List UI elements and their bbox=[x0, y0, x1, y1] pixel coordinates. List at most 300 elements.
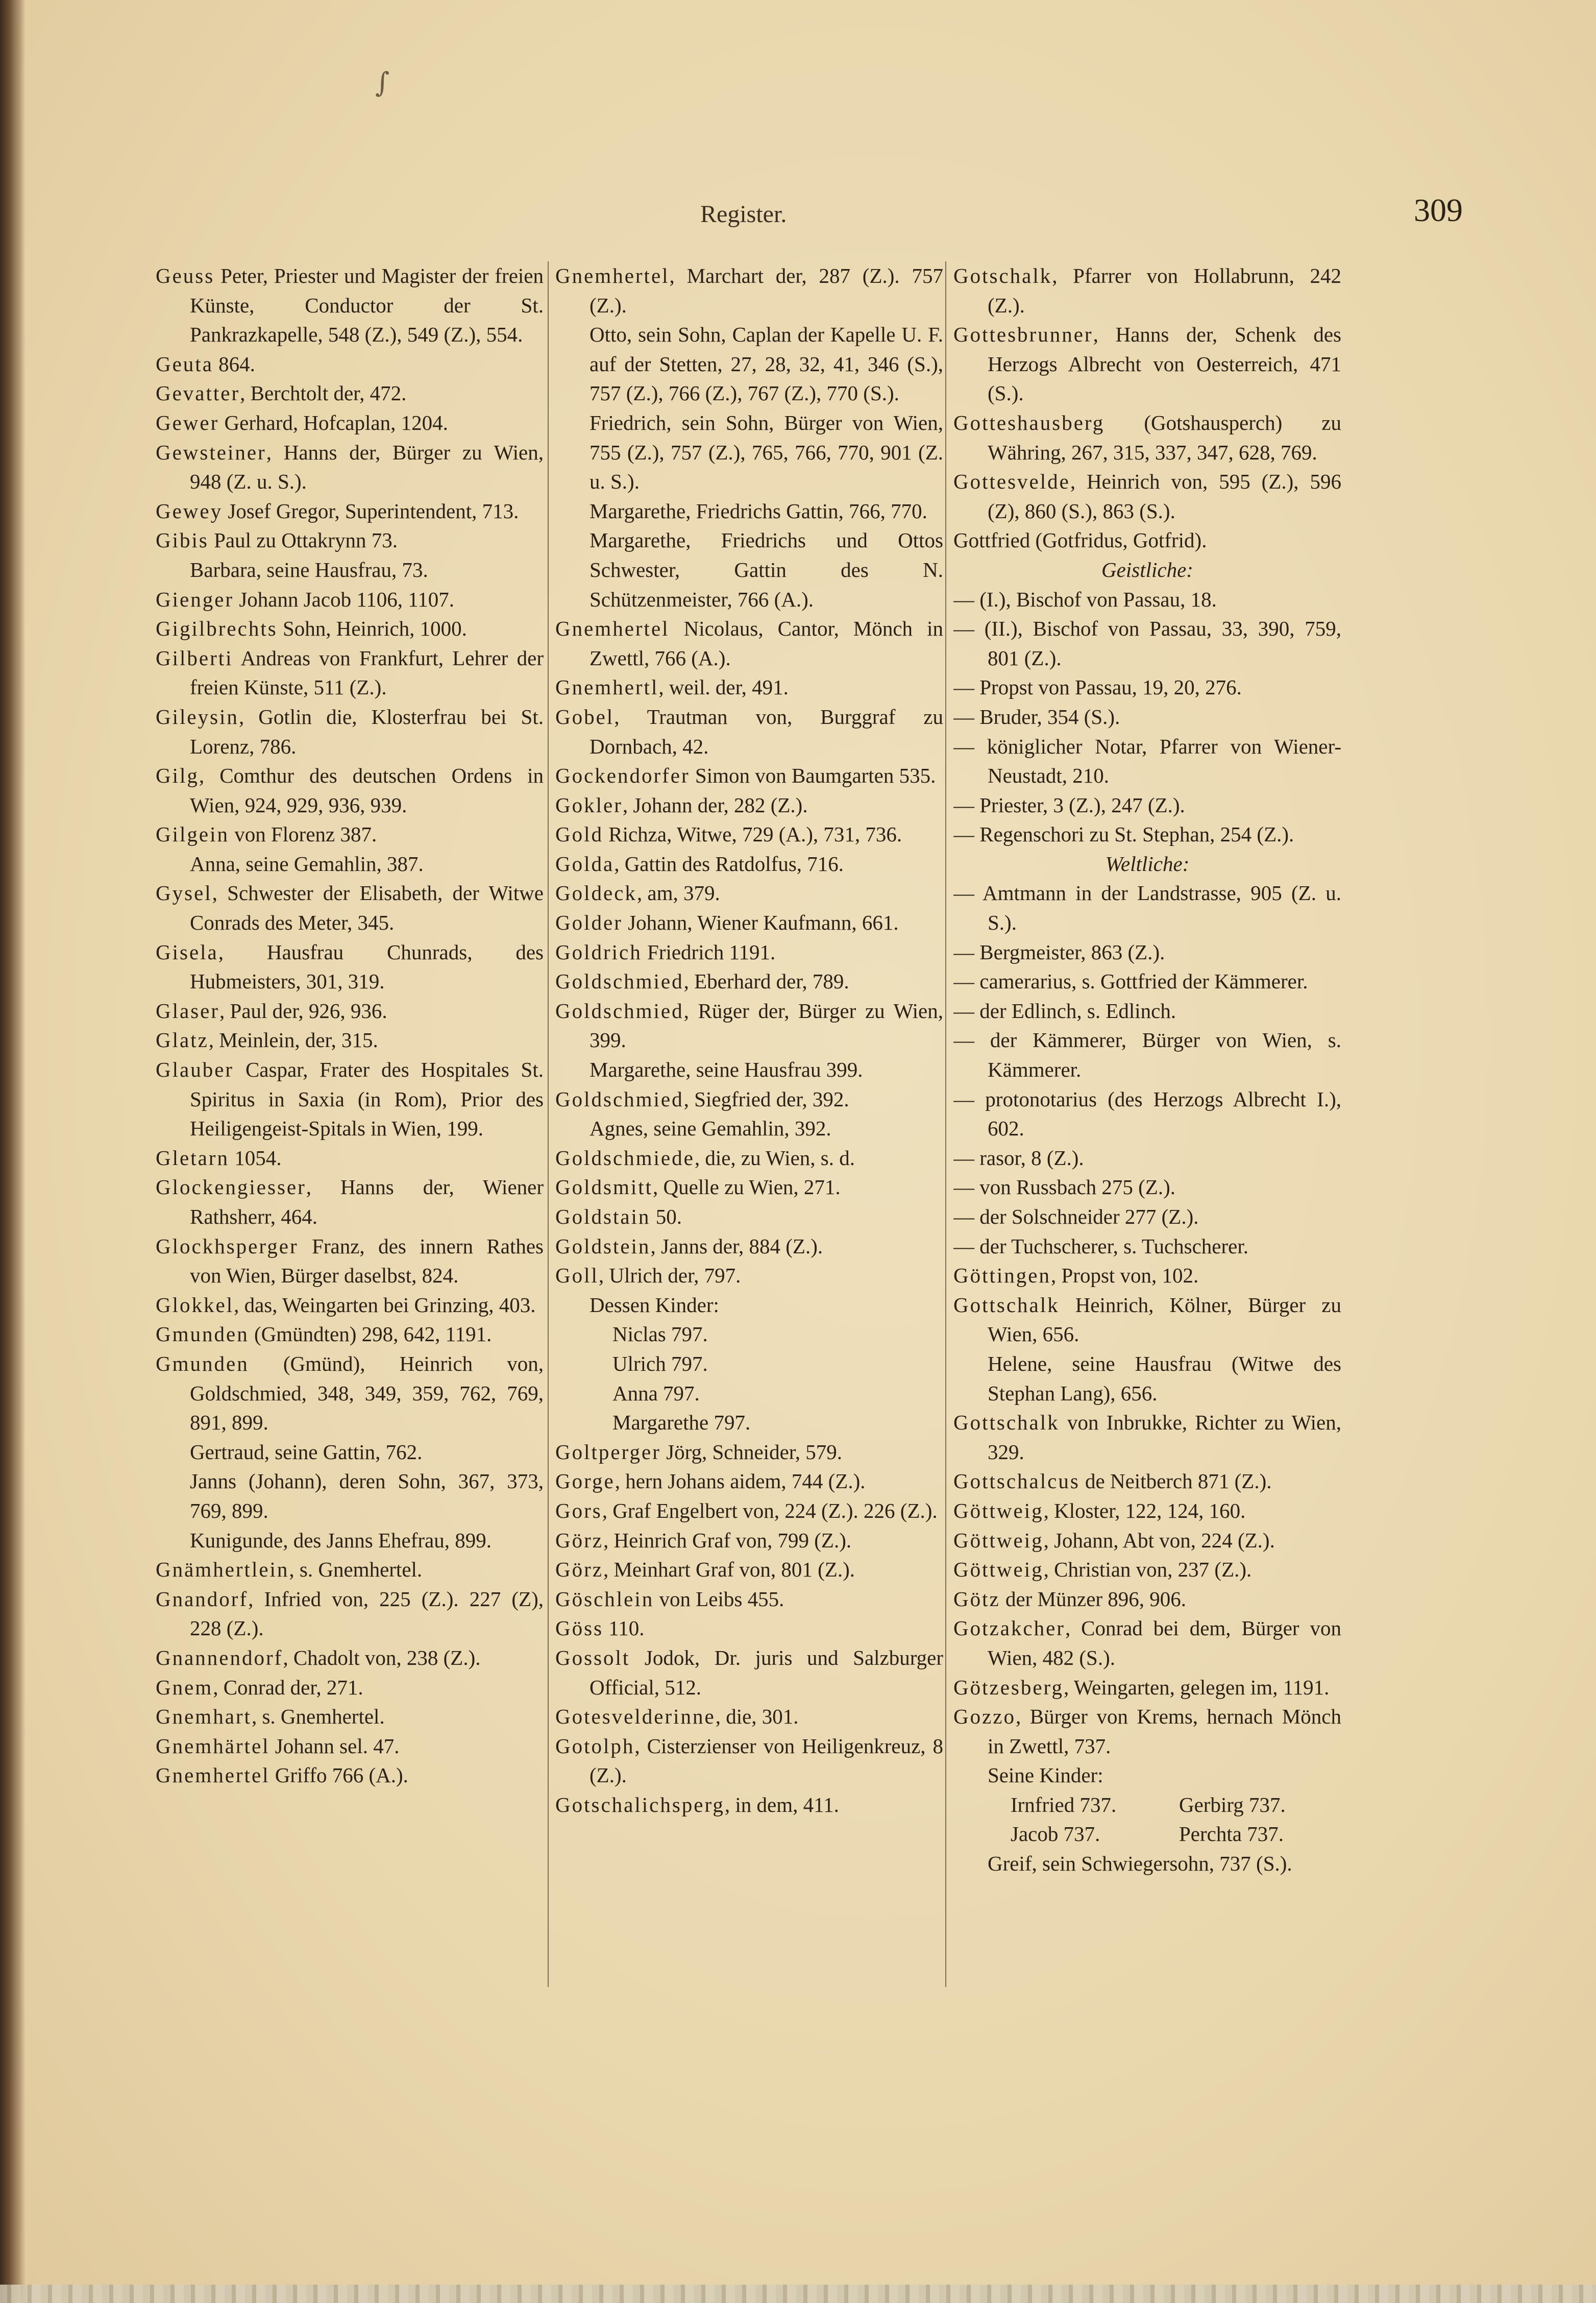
entry-keyword: Glauber bbox=[156, 1058, 234, 1082]
entry-keyword: Gottesvelde bbox=[953, 470, 1070, 494]
entry-keyword: Goldschmied bbox=[555, 1087, 684, 1111]
index-entry bbox=[156, 1555, 544, 1585]
index-entry bbox=[555, 1349, 943, 1379]
entry-text: — (I.), Bischof von Passau, 18. bbox=[953, 587, 1217, 611]
entry-keyword: Gilg bbox=[156, 764, 199, 788]
index-entry bbox=[953, 555, 1341, 585]
entry-text: Anna 797. bbox=[612, 1381, 700, 1405]
index-entry bbox=[156, 379, 544, 408]
entry-keyword: Göttweig bbox=[953, 1528, 1044, 1552]
index-entry bbox=[953, 967, 1341, 997]
entry-text: , s. Gnemhertel. bbox=[289, 1558, 423, 1582]
index-entry bbox=[953, 1202, 1341, 1232]
index-entry bbox=[953, 1585, 1341, 1614]
index-entry bbox=[555, 1496, 943, 1526]
entry-text: , die, zu Wien, s. d. bbox=[694, 1146, 855, 1170]
entry-text: Niclas 797. bbox=[612, 1322, 708, 1346]
index-entry bbox=[555, 702, 943, 761]
entry-text: — Regenschori zu St. Stephan, 254 (Z.). bbox=[953, 822, 1294, 846]
entry-text: , Rüger der, Bürger zu Wien, 399. bbox=[590, 999, 943, 1052]
index-column-2 bbox=[555, 261, 943, 1997]
index-entry bbox=[953, 997, 1341, 1026]
index-entry bbox=[555, 261, 943, 320]
entry-text: , in dem, 411. bbox=[724, 1792, 839, 1816]
entry-text: — der Kämmerer, Bürger von Wien, s. Kämmerer. bbox=[953, 1028, 1341, 1082]
entry-text: Griffo 766 (A.). bbox=[269, 1763, 408, 1787]
entry-text: , Johann, Abt von, 224 (Z.). bbox=[1043, 1528, 1275, 1552]
entry-keyword: Gotolph bbox=[555, 1734, 635, 1758]
entry-keyword: Gisela bbox=[156, 940, 218, 964]
index-entry bbox=[156, 1643, 544, 1673]
index-entry bbox=[156, 644, 544, 702]
entry-text: Dessen Kinder: bbox=[590, 1293, 719, 1317]
entry-text: Margarethe, Friedrichs Gattin, 766, 770. bbox=[590, 499, 927, 523]
entry-keyword: Goldschmied bbox=[555, 999, 684, 1023]
book-binding bbox=[0, 0, 26, 2303]
index-entry bbox=[555, 526, 943, 614]
entry-text: Margarethe, Friedrichs und Ottos Schwester, Gattin des N. Schützenmeister, 766 (A.). bbox=[590, 528, 943, 611]
index-entry bbox=[555, 320, 943, 408]
entry-keyword: Gossolt bbox=[555, 1645, 630, 1669]
index-entry bbox=[953, 1614, 1341, 1672]
entry-keyword: Glockengiesser bbox=[156, 1175, 306, 1199]
entry-keyword: Gnannendorf bbox=[156, 1645, 283, 1669]
entry-keyword: Göss bbox=[555, 1616, 604, 1640]
page-edge bbox=[0, 2285, 1596, 2303]
index-entry bbox=[555, 1408, 943, 1438]
entry-keyword: Gilgein bbox=[156, 822, 229, 846]
entry-text: Richza, Witwe, 729 (A.), 731, 736. bbox=[603, 822, 902, 846]
entry-text: Josef Gregor, Superintendent, 713. bbox=[223, 499, 519, 523]
entry-text: Johann, Wiener Kaufmann, 661. bbox=[622, 911, 899, 935]
entry-keyword: Gobel bbox=[555, 705, 615, 729]
index-entry bbox=[555, 908, 943, 938]
entry-text: — protonotarius (des Herzogs Albrecht I.), 602. bbox=[953, 1087, 1341, 1141]
entry-keyword: Golda bbox=[555, 852, 615, 876]
index-entry bbox=[953, 1173, 1341, 1202]
index-entry bbox=[156, 1467, 544, 1525]
index-entry bbox=[156, 555, 544, 585]
entry-keyword: Gmunden bbox=[156, 1351, 249, 1375]
entry-text: , Cisterzienser von Heiligenkreuz, 8 (Z.). bbox=[590, 1734, 943, 1787]
index-entry bbox=[156, 1438, 544, 1467]
entry-text: , Hanns der, Wiener Rathsherr, 464. bbox=[190, 1175, 544, 1228]
entry-text: , Siegfried der, 392. bbox=[683, 1087, 849, 1111]
index-entry bbox=[953, 1849, 1341, 1879]
entry-text: der Münzer 896, 906. bbox=[1000, 1587, 1187, 1611]
entry-keyword: Gilberti bbox=[156, 646, 233, 670]
entry-keyword: Gevatter bbox=[156, 381, 240, 405]
index-entry bbox=[555, 1438, 943, 1467]
index-entry bbox=[156, 938, 544, 997]
entry-text: von Florenz 387. bbox=[229, 822, 377, 846]
index-entry bbox=[953, 1232, 1341, 1262]
entry-text: , Schwester der Elisabeth, der Witwe Conrads des Meter, 345. bbox=[190, 881, 544, 935]
index-entry bbox=[555, 1790, 943, 1820]
entry-keyword: Gnemhertel bbox=[156, 1763, 270, 1787]
entry-text: , Heinrich Graf von, 799 (Z.). bbox=[603, 1528, 852, 1552]
entry-text: Paul zu Ottakrynn 73. bbox=[208, 528, 398, 552]
entry-text: , Gotlin die, Klosterfrau bei St. Lorenz, 786. bbox=[190, 705, 544, 758]
entry-text: , hern Johans aidem, 744 (Z.). bbox=[615, 1469, 866, 1493]
index-entry bbox=[555, 1379, 943, 1409]
entry-text: Franz, des innern Rathes von Wien, Bürger daselbst, 824. bbox=[190, 1234, 544, 1288]
index-entry bbox=[156, 1349, 544, 1438]
index-entry bbox=[555, 1261, 943, 1291]
index-entry bbox=[953, 1349, 1341, 1408]
entry-keyword: Gotzakcher bbox=[953, 1616, 1065, 1640]
entry-text: Kunigunde, des Janns Ehefrau, 899. bbox=[190, 1528, 492, 1552]
entry-text: Heinrich, Kölner, Bürger zu Wien, 656. bbox=[988, 1293, 1341, 1346]
entry-text: Weltliche: bbox=[1105, 852, 1190, 876]
index-entry bbox=[555, 1585, 943, 1614]
entry-text: , Gattin des Ratdolfus, 716. bbox=[614, 852, 844, 876]
index-entry bbox=[555, 1114, 943, 1144]
entry-text: , Marchart der, 287 (Z.). 757 (Z.). bbox=[590, 264, 943, 317]
entry-text: Helene, seine Hausfrau (Witwe des Stephan Lang), 656. bbox=[988, 1351, 1341, 1405]
entry-text: , Meinlein, der, 315. bbox=[208, 1028, 378, 1052]
entry-keyword: Gorge bbox=[555, 1469, 615, 1493]
entry-keyword: Gnandorf bbox=[156, 1587, 249, 1611]
index-entry bbox=[555, 1232, 943, 1262]
index-entry bbox=[555, 791, 943, 820]
index-entry bbox=[953, 673, 1341, 702]
index-entry bbox=[156, 997, 544, 1026]
entry-text: , Conrad bei dem, Bürger von Wien, 482 (S.). bbox=[988, 1616, 1341, 1669]
index-entry bbox=[156, 1673, 544, 1703]
entry-text: Janns (Johann), deren Sohn, 367, 373, 769, 899. bbox=[190, 1469, 544, 1522]
index-entry bbox=[555, 1144, 943, 1173]
entry-keyword: Görz bbox=[555, 1558, 603, 1582]
entry-keyword: Gibis bbox=[156, 528, 209, 552]
index-entry bbox=[953, 526, 1341, 555]
index-entry bbox=[156, 1026, 544, 1055]
entry-text: Otto, sein Sohn, Caplan der Kapelle U. F. auf der Stetten, 27, 28, 32, 41, 346 (S.), 757 (Z.), 766 (Z.), 767 (Z.), 770 (S.). bbox=[590, 323, 943, 405]
entry-keyword: Götzesberg bbox=[953, 1675, 1064, 1699]
entry-text: , s. Gnemhertel. bbox=[251, 1705, 385, 1729]
entry-keyword: Goldeck bbox=[555, 881, 637, 905]
entry-text: Andreas von Frankfurt, Lehrer der freien Künste, 511 (Z.). bbox=[190, 646, 544, 699]
index-entry bbox=[555, 1320, 943, 1349]
entry-keyword: Gozzo bbox=[953, 1705, 1016, 1729]
entry-text: Gertraud, seine Gattin, 762. bbox=[190, 1440, 423, 1464]
index-entry bbox=[156, 702, 544, 761]
entry-text: , Propst von, 102. bbox=[1050, 1264, 1199, 1288]
index-entry bbox=[555, 497, 943, 526]
index-entry bbox=[156, 1232, 544, 1291]
index-entry bbox=[156, 614, 544, 644]
entry-text: Anna, seine Gemahlin, 387. bbox=[190, 852, 424, 876]
entry-text: , am, 379. bbox=[636, 881, 720, 905]
entry-text: Gottfried (Gotfridus, Gotfrid). bbox=[953, 528, 1207, 552]
entry-text: Nicolaus, Cantor, Mönch in Zwettl, 766 (A.). bbox=[590, 617, 943, 670]
entry-text: , Paul der, 926, 936. bbox=[219, 999, 387, 1023]
entry-text: , das, Weingarten bei Grinzing, 403. bbox=[234, 1293, 536, 1317]
entry-text: Caspar, Frater des Hospitales St. Spiritus in Saxia (in Rom), Prior des Heiligengeist-Spitals in Wien, 199. bbox=[190, 1058, 544, 1141]
entry-text: 50. bbox=[650, 1205, 682, 1228]
entry-text: Jodok, Dr. juris und Salzburger Official, 512. bbox=[590, 1645, 943, 1699]
index-entry bbox=[953, 408, 1341, 467]
index-entry bbox=[953, 585, 1341, 615]
index-entry bbox=[555, 850, 943, 879]
index-entry bbox=[156, 438, 544, 497]
entry-keyword: Gewey bbox=[156, 499, 223, 523]
entry-text: de Neitberch 871 (Z.). bbox=[1079, 1469, 1272, 1493]
index-entry bbox=[555, 1555, 943, 1585]
index-entry bbox=[953, 614, 1341, 673]
entry-keyword: Gold bbox=[555, 822, 603, 846]
entry-keyword: Gnemhart bbox=[156, 1705, 252, 1729]
index-entry bbox=[953, 1702, 1341, 1761]
index-entry bbox=[555, 1467, 943, 1496]
entry-text: 110. bbox=[603, 1616, 645, 1640]
entry-keyword: Götz bbox=[953, 1587, 1000, 1611]
entry-text: , Janns der, 884 (Z.). bbox=[650, 1234, 823, 1258]
index-entry bbox=[555, 1173, 943, 1202]
entry-text: 1054. bbox=[229, 1146, 282, 1170]
entry-text: — camerarius, s. Gottfried der Kämmerer. bbox=[953, 969, 1308, 993]
entry-text: , Conrad der, 271. bbox=[213, 1675, 363, 1699]
index-column-3 bbox=[953, 261, 1341, 1997]
index-entry bbox=[555, 1526, 943, 1556]
entry-keyword: Goldschmied bbox=[555, 969, 684, 993]
index-entry bbox=[555, 1614, 943, 1643]
column-divider bbox=[548, 261, 549, 1987]
entry-keyword: Gotschalichsperg bbox=[555, 1792, 725, 1816]
entry-text: Geistliche: bbox=[1101, 557, 1193, 581]
child-name: Irnfried 737. bbox=[1011, 1792, 1117, 1816]
index-entry bbox=[156, 1732, 544, 1761]
index-entry bbox=[555, 820, 943, 850]
entry-text: — der Tuchscherer, s. Tuchscherer. bbox=[953, 1234, 1248, 1258]
entry-keyword: Göttweig bbox=[953, 1558, 1044, 1582]
index-entry bbox=[156, 1702, 544, 1732]
entry-text: , Kloster, 122, 124, 160. bbox=[1043, 1498, 1246, 1522]
index-entry bbox=[156, 1320, 544, 1349]
entry-text: Simon von Baumgarten 535. bbox=[690, 764, 936, 788]
entry-keyword: Gileysin bbox=[156, 705, 239, 729]
index-entry bbox=[555, 408, 943, 497]
index-entry bbox=[156, 408, 544, 438]
entry-text: , Heinrich von, 595 (Z.), 596 (Z), 860 (S.), 863 (S.). bbox=[988, 470, 1341, 523]
entry-text: Ulrich 797. bbox=[612, 1351, 708, 1375]
entry-text: (Gmündten) 298, 642, 1191. bbox=[249, 1322, 492, 1346]
entry-keyword: Goldstain bbox=[555, 1205, 651, 1228]
entry-text: , Bürger von Krems, hernach Mönch in Zwettl, 737. bbox=[988, 1705, 1341, 1758]
entry-keyword: Goltperger bbox=[555, 1440, 661, 1464]
entry-text: — der Solschneider 277 (Z.). bbox=[953, 1205, 1199, 1228]
entry-text: — der Edlinch, s. Edlinch. bbox=[953, 999, 1176, 1023]
entry-text: , Trautman von, Burggraf zu Dornbach, 42. bbox=[590, 705, 943, 758]
entry-keyword: Gottschalk bbox=[953, 1411, 1060, 1435]
index-entry bbox=[953, 261, 1341, 320]
index-entry bbox=[555, 879, 943, 908]
child-name: Perchta 737. bbox=[1179, 1822, 1284, 1846]
entry-keyword: Gewer bbox=[156, 410, 219, 434]
entry-keyword: Goll bbox=[555, 1264, 599, 1288]
entry-text: , Christian von, 237 (Z.). bbox=[1043, 1558, 1252, 1582]
index-entry bbox=[953, 1467, 1341, 1496]
page-number: 309 bbox=[1414, 192, 1463, 228]
entry-text: , Comthur des deutschen Ordens in Wien, 924, 929, 936, 939. bbox=[190, 764, 544, 817]
entry-keyword: Gnemhertl bbox=[555, 675, 659, 699]
entry-text: Seine Kinder: bbox=[988, 1763, 1103, 1787]
index-entry bbox=[953, 879, 1341, 937]
entry-keyword: Golder bbox=[555, 911, 623, 935]
entry-text: — rasor, 8 (Z.). bbox=[953, 1146, 1084, 1170]
entry-text: Margarethe, seine Hausfrau 399. bbox=[590, 1058, 863, 1082]
index-entry bbox=[953, 1144, 1341, 1173]
entry-keyword: Glatz bbox=[156, 1028, 209, 1052]
entry-keyword: Gnämhertlein bbox=[156, 1558, 289, 1582]
index-entry bbox=[953, 1555, 1341, 1585]
index-entry bbox=[953, 1085, 1341, 1144]
entry-keyword: Goldsmitt bbox=[555, 1175, 653, 1199]
index-entry bbox=[953, 850, 1341, 879]
entry-keyword: Gmunden bbox=[156, 1322, 249, 1346]
index-entry bbox=[156, 850, 544, 879]
entry-keyword: Gottschalk bbox=[953, 1293, 1060, 1317]
entry-keyword: Gewsteiner bbox=[156, 440, 266, 464]
entry-text: Johann sel. 47. bbox=[269, 1734, 400, 1758]
entry-text: Jörg, Schneider, 579. bbox=[660, 1440, 843, 1464]
index-entry bbox=[555, 1085, 943, 1114]
index-column-1 bbox=[156, 261, 544, 1997]
index-entry bbox=[156, 761, 544, 820]
entry-text: Margarethe 797. bbox=[612, 1411, 751, 1435]
entry-text: Friedrich, sein Sohn, Bürger von Wien, 755 (Z.), 757 (Z.), 765, 766, 770, 901 (Z. u. S.). bbox=[590, 410, 943, 494]
entry-text: , Graf Engelbert von, 224 (Z.). 226 (Z.). bbox=[602, 1498, 938, 1522]
index-entry bbox=[156, 261, 544, 350]
entry-text: , Johann der, 282 (Z.). bbox=[622, 793, 808, 817]
entry-keyword: Geuta bbox=[156, 352, 213, 376]
entry-keyword: Gors bbox=[555, 1498, 602, 1522]
entry-text: Greif, sein Schwiegersohn, 737 (S.). bbox=[988, 1852, 1292, 1876]
pencil-mark: ∫ bbox=[375, 66, 390, 99]
entry-keyword: Göschlein bbox=[555, 1587, 654, 1611]
index-entry bbox=[953, 1496, 1341, 1526]
entry-text: Barbara, seine Hausfrau, 73. bbox=[190, 557, 428, 581]
entry-text: , Ulrich der, 797. bbox=[598, 1264, 741, 1288]
entry-text: von Leibs 455. bbox=[654, 1587, 784, 1611]
index-entry bbox=[555, 1055, 943, 1085]
entry-keyword: Goldschmiede bbox=[555, 1146, 695, 1170]
entry-keyword: Glokkel bbox=[156, 1293, 234, 1317]
entry-text: , Meinhart Graf von, 801 (Z.). bbox=[603, 1558, 855, 1582]
index-entry bbox=[555, 1643, 943, 1702]
entry-keyword: Glaser bbox=[156, 999, 220, 1023]
index-entry bbox=[156, 526, 544, 555]
index-entry bbox=[156, 1291, 544, 1320]
entry-keyword: Gnemhertel bbox=[555, 264, 670, 287]
running-header: Register. bbox=[700, 201, 787, 228]
entry-text: 864. bbox=[213, 352, 255, 376]
entry-keyword: Gokler bbox=[555, 793, 623, 817]
entry-text: , weil. der, 491. bbox=[658, 675, 789, 699]
index-entry bbox=[953, 1408, 1341, 1467]
index-entry bbox=[953, 820, 1341, 850]
entry-keyword: Gnemhertel bbox=[555, 617, 670, 641]
entry-keyword: Gotteshausberg bbox=[953, 410, 1105, 434]
entry-text: (Gotshausperch) zu Währing, 267, 315, 337, 347, 628, 769. bbox=[988, 410, 1341, 464]
index-entry bbox=[555, 938, 943, 967]
entry-text: Johann Jacob 1106, 1107. bbox=[234, 587, 455, 611]
index-entry bbox=[156, 1585, 544, 1643]
entry-text: Agnes, seine Gemahlin, 392. bbox=[590, 1117, 831, 1141]
entry-text: , Hausfrau Chunrads, des Hubmeisters, 301, 319. bbox=[190, 940, 544, 993]
entry-text: — Bergmeister, 863 (Z.). bbox=[953, 940, 1165, 964]
entry-keyword: Göttweig bbox=[953, 1498, 1044, 1522]
index-entry bbox=[953, 1673, 1341, 1703]
entry-text: , die, 301. bbox=[715, 1705, 799, 1729]
index-entry bbox=[953, 1261, 1341, 1291]
index-entry bbox=[953, 1291, 1341, 1349]
entry-keyword: Gnem bbox=[156, 1675, 213, 1699]
index-entry bbox=[555, 967, 943, 997]
index-entry bbox=[953, 320, 1341, 408]
index-entry bbox=[953, 467, 1341, 526]
entry-keyword: Göttingen bbox=[953, 1264, 1051, 1288]
index-entry bbox=[555, 1291, 943, 1320]
entry-text: — königlicher Notar, Pfarrer von Wiener-Neustadt, 210. bbox=[953, 734, 1341, 788]
index-entry bbox=[953, 1026, 1341, 1084]
entry-text: , Berchtolt der, 472. bbox=[240, 381, 407, 405]
entry-keyword: Görz bbox=[555, 1528, 603, 1552]
column-divider bbox=[945, 261, 946, 1987]
entry-text: — Propst von Passau, 19, 20, 276. bbox=[953, 675, 1242, 699]
entry-text: , Eberhard der, 789. bbox=[683, 969, 849, 993]
entry-text: — Bruder, 354 (S.). bbox=[953, 705, 1120, 729]
index-entry bbox=[953, 1820, 1341, 1849]
index-entry bbox=[953, 732, 1341, 791]
index-entry bbox=[555, 614, 943, 673]
entry-text: — Amtmann in der Landstrasse, 905 (Z. u. S.). bbox=[953, 881, 1341, 935]
entry-keyword: Gysel bbox=[156, 881, 212, 905]
entry-keyword: Gotschalk bbox=[953, 264, 1052, 287]
entry-text: — (II.), Bischof von Passau, 33, 390, 759, 801 (Z.). bbox=[953, 617, 1341, 670]
entry-keyword: Gottesbrunner bbox=[953, 323, 1093, 347]
entry-text: — Priester, 3 (Z.), 247 (Z.). bbox=[953, 793, 1185, 817]
entry-text: Gerhard, Hofcaplan, 1204. bbox=[219, 410, 448, 434]
entry-text: Friedrich 1191. bbox=[642, 940, 776, 964]
entry-text: von Inbrukke, Richter zu Wien, 329. bbox=[988, 1411, 1341, 1464]
index-entry bbox=[555, 761, 943, 791]
entry-keyword: Goldrich bbox=[555, 940, 642, 964]
entry-keyword: Geuss bbox=[156, 264, 215, 287]
index-entry bbox=[156, 1173, 544, 1231]
index-entry bbox=[555, 673, 943, 702]
index-entry bbox=[156, 820, 544, 850]
entry-text: (Gmünd), Heinrich von, Goldschmied, 348, 349, 359, 762, 769, 891, 899. bbox=[190, 1351, 544, 1435]
entry-text: , Hanns der, Schenk des Herzogs Albrecht von Oesterreich, 471 (S.). bbox=[988, 323, 1341, 405]
entry-text: , Quelle zu Wien, 271. bbox=[653, 1175, 841, 1199]
entry-keyword: Gnemhärtel bbox=[156, 1734, 270, 1758]
entry-text: , Hanns der, Bürger zu Wien, 948 (Z. u. S.). bbox=[190, 440, 544, 494]
entry-text: , Weingarten, gelegen im, 1191. bbox=[1063, 1675, 1330, 1699]
child-name: Jacob 737. bbox=[1011, 1822, 1100, 1846]
entry-text: Peter, Priester und Magister der freien Künste, Conductor der St. Pankrazkapelle, 548 (Z.), 549 (Z.), 554. bbox=[190, 264, 544, 347]
index-entry bbox=[156, 350, 544, 379]
index-entry bbox=[156, 1761, 544, 1790]
entry-text: — von Russbach 275 (Z.). bbox=[953, 1175, 1176, 1199]
index-entry bbox=[555, 1702, 943, 1732]
index-entry bbox=[156, 1526, 544, 1556]
entry-keyword: Gottschalcus bbox=[953, 1469, 1080, 1493]
entry-keyword: Gockendorfer bbox=[555, 764, 690, 788]
entry-keyword: Gletarn bbox=[156, 1146, 229, 1170]
index-entry bbox=[953, 1790, 1341, 1820]
index-entry bbox=[156, 1144, 544, 1173]
